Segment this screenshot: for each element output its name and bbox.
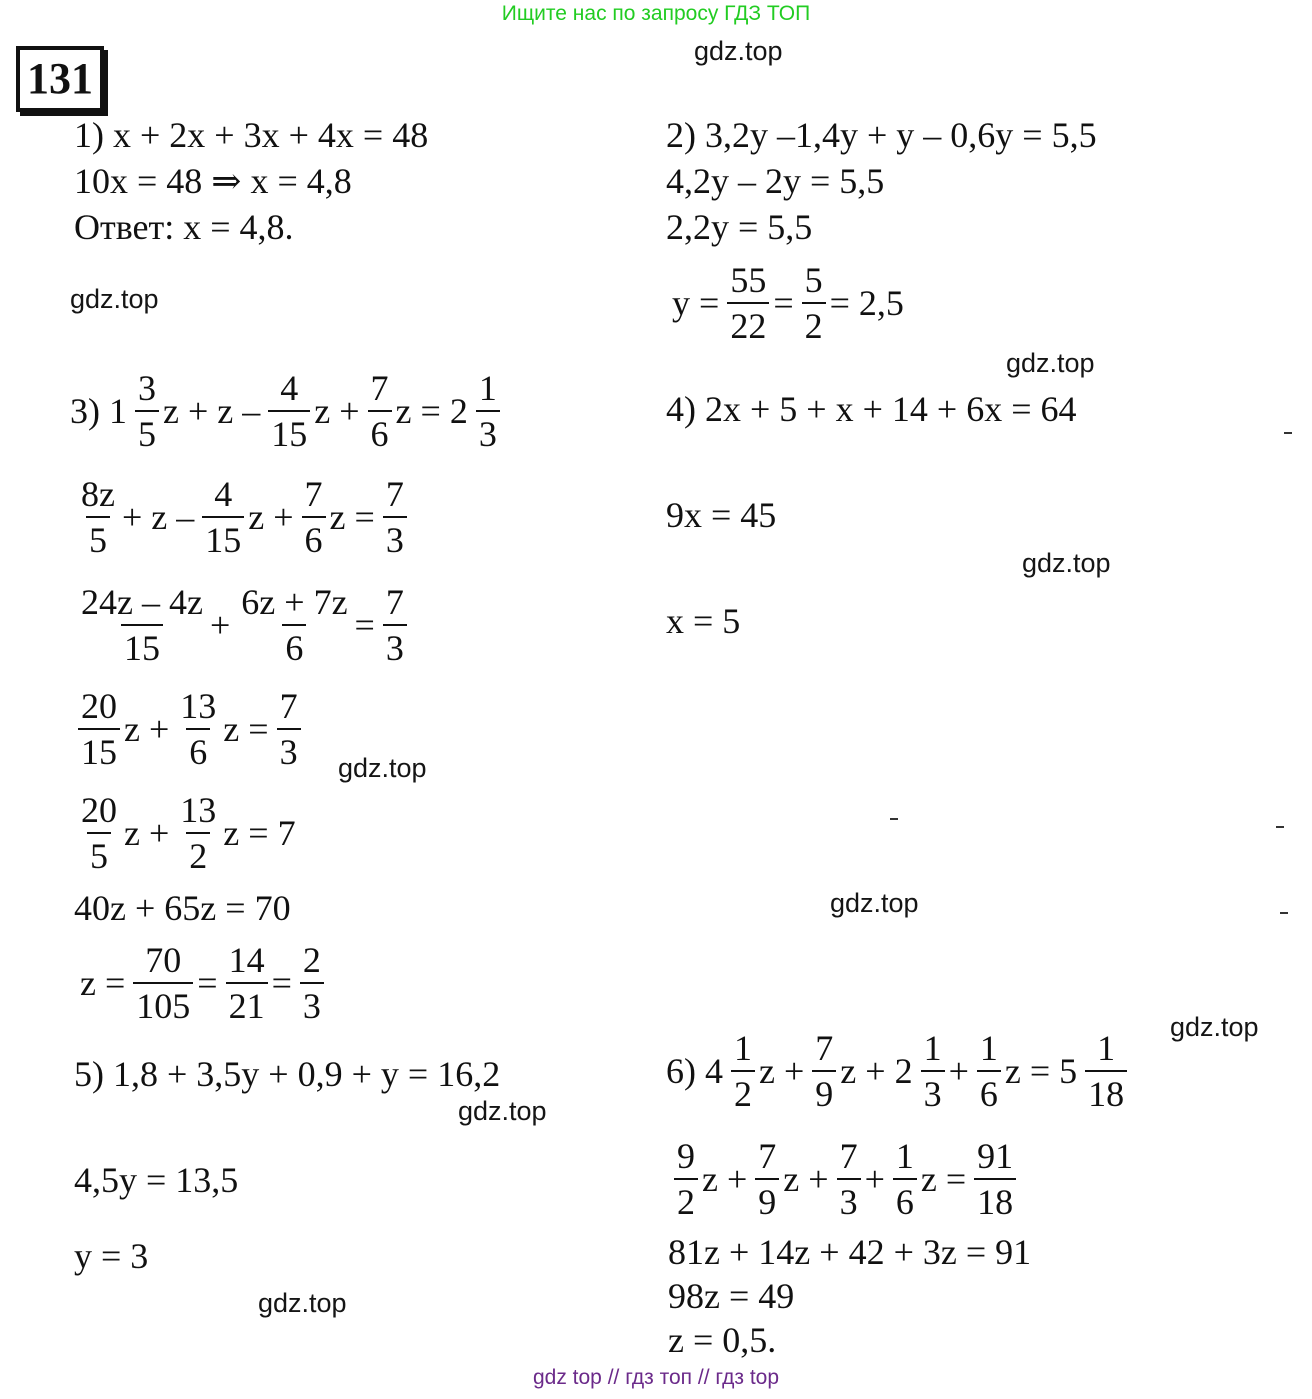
- fraction: $\frac{1}{18}$: [1085, 1030, 1127, 1112]
- fraction: $\frac{7}{9}$: [755, 1138, 779, 1220]
- fraction: $\frac{20}{5}$: [81, 790, 117, 876]
- p3-line-3: $\frac{24z - 4z}{15}$ + $\frac{6z + 7z}{6}$ = $\frac{7}{3}$: [74, 584, 411, 666]
- watermark: gdz.top: [258, 1288, 347, 1318]
- problem-number: 131: [16, 46, 104, 112]
- fraction: $\frac{3}{5}$: [135, 370, 159, 452]
- watermark: gdz.top: [830, 888, 919, 918]
- p6-line-3: 81z + 14z + 42 + 3z = 91: [668, 1232, 1032, 1272]
- p6-line-5: z = 0,5.: [668, 1320, 777, 1360]
- fraction: $\frac{24z - 4z}{15}$: [81, 582, 203, 668]
- fraction: $\frac{4}{15}$: [202, 476, 244, 558]
- watermark: gdz.top: [1022, 548, 1111, 578]
- fraction: $\frac{1}{6}$: [977, 1030, 1001, 1112]
- p1-answer: Ответ: x = 4,8.: [74, 207, 294, 247]
- p3-line-4: $\frac{20}{15}$ z + $\frac{13}{6}$ z = $\frac{7}{3}$: [74, 688, 305, 770]
- fraction: $\frac{14}{21}$: [226, 942, 268, 1024]
- p4-line-1: 4) 2x + 5 + x + 14 + 6x = 64: [666, 389, 1077, 429]
- p4-line-3: x = 5: [666, 601, 741, 641]
- p2-line-4: [672, 262, 908, 344]
- fraction: $\frac{7}{6}$: [368, 370, 392, 452]
- p6-line-4: 98z = 49: [668, 1276, 795, 1316]
- p3-line-7: z = $\frac{70}{105}$ = $\frac{14}{21}$ = $\frac{2}{3}$: [80, 942, 328, 1024]
- fraction: $\frac{1}{3}$: [476, 370, 500, 452]
- scan-speck: [890, 818, 898, 820]
- p5-line-2: 4,5y = 13,5: [74, 1160, 239, 1200]
- watermark: gdz.top: [338, 753, 427, 783]
- watermark: gdz.top: [1006, 348, 1095, 378]
- fraction: $\frac{8z}{5}$: [81, 474, 115, 560]
- p3-line-2: $\frac{8z}{5}$ + z – $\frac{4}{15}$ z + $\frac{7}{6}$ z = $\frac{7}{3}$: [74, 476, 411, 558]
- watermark: gdz.top: [1170, 1012, 1259, 1042]
- fraction: $\frac{1}{3}$: [921, 1030, 945, 1112]
- p3-line-6: 40z + 65z = 70: [74, 888, 291, 928]
- footer-links[interactable]: gdz top // гдз топ // гдз top: [532, 1366, 780, 1389]
- fraction: $\frac{91}{18}$: [974, 1138, 1016, 1220]
- p6-line-2: $\frac{9}{2}$ z + $\frac{7}{9}$ z + $\frac{7}{3}$ + $\frac{1}{6}$ z = $\frac{91}{18}$: [670, 1138, 1020, 1220]
- fraction: $\frac{13}{6}$: [180, 686, 217, 772]
- fraction: $\frac{6z + 7z}{6}$: [241, 582, 348, 668]
- p5-line-3: y = 3: [74, 1236, 149, 1276]
- p1-line-1: 1) x + 2x + 3x + 4x = 48: [74, 115, 429, 155]
- p5-line-1: 5) 1,8 + 3,5y + 0,9 + y = 16,2: [74, 1054, 501, 1094]
- fraction: $\frac{7}{3}$: [383, 584, 407, 666]
- p1-line-2: 10x = 48 ⇒ x = 4,8: [74, 161, 352, 201]
- fraction: $\frac{7}{9}$: [812, 1030, 836, 1112]
- fraction: $\frac{7}{3}$: [837, 1138, 861, 1220]
- watermark: gdz.top: [458, 1096, 547, 1126]
- fraction: $\frac{1}{6}$: [893, 1138, 917, 1220]
- fraction: $\frac{7}{6}$: [302, 476, 326, 558]
- p2-l4-rest: = 2,5: [829, 283, 904, 323]
- watermark: gdz.top: [694, 36, 783, 66]
- fraction: $\frac{7}{3}$: [277, 688, 301, 770]
- fraction: $\frac{70}{105}$: [133, 942, 193, 1024]
- fraction: $\frac{2}{3}$: [300, 942, 324, 1024]
- p2-line-2: 4,2y – 2y = 5,5: [666, 161, 885, 201]
- search-banner[interactable]: Ищите нас по запросу ГДЗ ТОП: [501, 2, 811, 25]
- fraction: $\frac{5}{2}$: [802, 262, 826, 344]
- fraction: $\frac{7}{3}$: [383, 476, 407, 558]
- fraction: $\frac{1}{2}$: [731, 1030, 755, 1112]
- p2-l4-eq: =: [773, 283, 794, 323]
- p3-line-1: 3) 1 $\frac{3}{5}$ z + z – $\frac{4}{15}$ z + $\frac{7}{6}$ z = 2 $\frac{1}{3}$: [70, 370, 504, 452]
- scan-speck: [1280, 912, 1288, 914]
- fraction: $\frac{20}{15}$: [78, 688, 120, 770]
- p2-line-3: 2,2y = 5,5: [666, 207, 813, 247]
- fraction: $\frac{9}{2}$: [674, 1138, 698, 1220]
- p2-l4-text: y =: [672, 283, 720, 323]
- fraction: $\frac{4}{15}$: [268, 370, 310, 452]
- p3-line-5: $\frac{20}{5}$ z + $\frac{13}{2}$ z = 7: [74, 792, 300, 874]
- fraction: $\frac{55}{22}$: [727, 262, 769, 344]
- p2-line-1: 2) 3,2y –1,4y + y – 0,6y = 5,5: [666, 115, 1097, 155]
- fraction: $\frac{13}{2}$: [180, 790, 217, 876]
- p4-line-2: 9x = 45: [666, 495, 777, 535]
- p6-line-1: 6) 4 $\frac{1}{2}$ z + $\frac{7}{9}$ z + 2 $\frac{1}{3}$ + $\frac{1}{6}$ z = 5 $\frac{1}{18}$: [666, 1030, 1131, 1112]
- scan-speck: [1276, 826, 1284, 828]
- scan-speck: [1284, 432, 1292, 434]
- watermark: gdz.top: [70, 284, 159, 314]
